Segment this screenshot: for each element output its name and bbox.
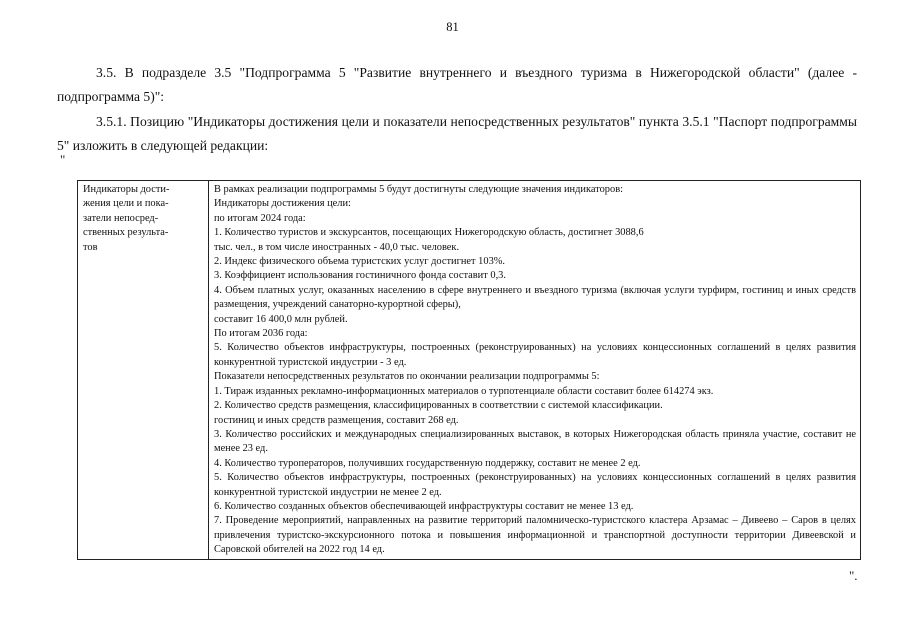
page-number: 81 — [446, 20, 459, 34]
content-line: 5. Количество объектов инфраструктуры, построенных (реконструированных) на условиях концессионных соглашений в целях развития конкурентной туристской индустрии не менее 2 ед. — [214, 472, 856, 498]
content-line: В рамках реализации подпрограммы 5 будут достигнуты следующие значения индикаторов: — [214, 184, 623, 195]
content-line: 6. Количество созданных объектов обеспечивающей инфраструктуры составит не менее 13 ед. — [214, 500, 634, 512]
content-line: 4. Количество туроператоров, получивших государственную поддержку, составит не менее 2 ед. — [214, 457, 641, 469]
content-line: 4. Объем платных услуг, оказанных населению в сфере внутреннего и въездного туризма (включая услуги турфирм, гостиниц и иных средств размещения, учреждений санаторно-курортной сферы), — [214, 284, 856, 311]
content-line: 3. Количество российских и международных специализированных выставок, в которых Нижегородская область приняла участие, составит не менее 23 ед. — [214, 428, 856, 455]
content-line: тыс. чел., в том числе иностранных - 40,0 тыс. человек. — [214, 241, 460, 253]
label-line: жения цели и пока- — [83, 198, 169, 210]
label-line: Индикаторы дости- — [83, 184, 170, 195]
content-line: По итогам 2036 года: — [214, 328, 308, 340]
content-line: 1. Тираж изданных рекламно-информационных материалов о турпотенциале области составит более 614274 экз. — [214, 385, 714, 397]
label-line: затели непосред- — [83, 212, 159, 224]
content-line: составит 16 400,0 млн рублей. — [214, 313, 348, 325]
content-line: 5. Количество объектов инфраструктуры, построенных (реконструированных) на условиях концессионных соглашений в целях развития конкурентной туристской индустрии - 3 ед. — [214, 342, 856, 368]
content-line: 2. Индекс физического объема туристских услуг достигнет 103%. — [214, 256, 506, 268]
content-line: по итогам 2024 года: — [214, 212, 306, 224]
opening-quote: " — [60, 152, 66, 167]
indicators-table — [77, 180, 861, 560]
paragraph-3-5: 3.5. В подразделе 3.5 "Подпрограмма 5 "Развитие внутреннего и въездного туризма в Нижегородской области" (далее - подпрограмма 5)": — [57, 65, 857, 104]
content-line: 2. Количество средств размещения, классифицированных в соответствии с системой классификации. — [214, 400, 663, 412]
content-line: 7. Проведение мероприятий, направленных на развитие территорий паломническо-туристского кластера Арзамас – Дивеево – Саров в целях привлечения туристско-экскурсионного потока и повышения информационной и транспортной доступности территории Дивеевской и Саровской обителей на 2022 год 14 ед. — [214, 515, 856, 556]
content-line: Показатели непосредственных результатов по окончании реализации подпрограммы 5: — [214, 371, 600, 383]
indicator-label-cell — [78, 181, 209, 560]
content-line: гостиниц и иных средств размещения, составит 268 ед. — [214, 414, 459, 426]
indicator-content-cell — [209, 181, 861, 560]
content-line: Индикаторы достижения цели: — [214, 198, 351, 210]
content-line: 1. Количество туристов и экскурсантов, посещающих Нижегородскую область, достигнет 3088,6 — [214, 227, 644, 239]
table-row — [78, 181, 861, 560]
paragraph-3-5-1: 3.5.1. Позицию "Индикаторы достижения цели и показатели непосредственных результатов" пункта 3.5.1 "Паспорт подпрограммы 5" изложить в следующей редакции: — [57, 114, 857, 153]
closing-quote: ". — [849, 568, 858, 583]
label-line: тов — [83, 241, 98, 253]
content-line: 3. Коэффициент использования гостиничного фонда составит 0,3. — [214, 270, 506, 282]
label-line: ственных результа- — [83, 227, 169, 239]
